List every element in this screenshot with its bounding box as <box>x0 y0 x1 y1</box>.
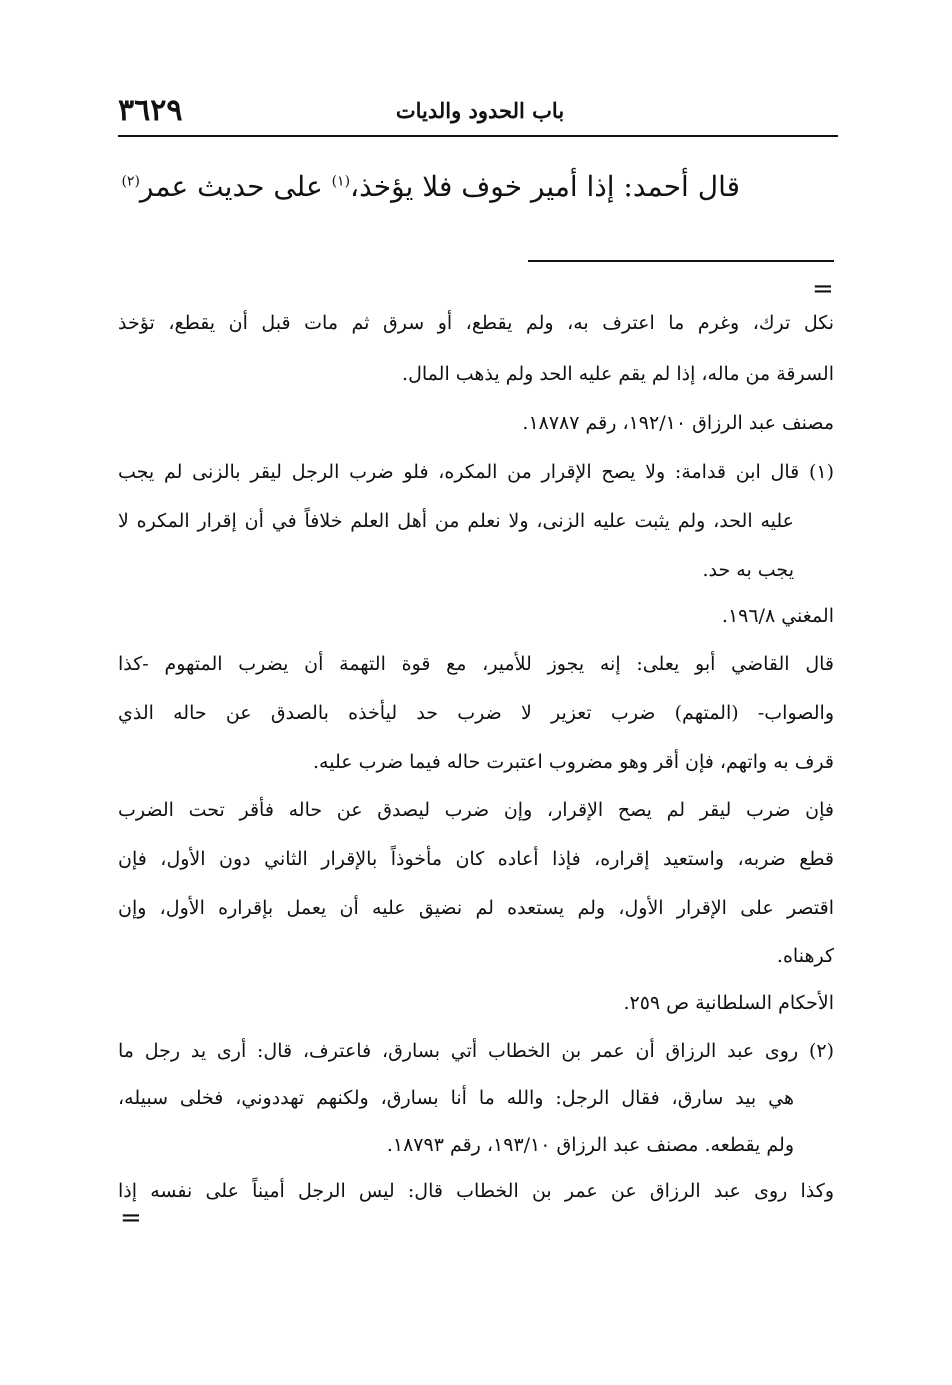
footnote-2-line: ولم يقطعه. مصنف عبد الرزاق ١٩٣/١٠، رقم ١٨٧٩٣. <box>386 1134 794 1156</box>
footnote-line: والصواب- (المتهم) ضرب تعزير لا ضرب حد ليأخذه بالصدق عن حاله الذي <box>118 702 834 724</box>
footnote-line: قرف به واتهم، فإن أقر وهو مضروب اعتبرت حاله فيما ضرب عليه. <box>313 751 834 773</box>
footnote-line: اقتصر على الإقرار الأول، ولم يستعده لم نضيق عليه أن يعمل بإقراره الأول، وإن <box>118 897 834 919</box>
footnote-line: مصنف عبد الرزاق ١٩٢/١٠، رقم ١٨٧٨٧. <box>522 412 834 434</box>
chapter-title: باب الحدود والديات <box>395 98 565 123</box>
footnote-ref-1[interactable]: (١) <box>331 173 351 190</box>
continuation-mark-top: = <box>812 274 834 304</box>
footnote-ref-2[interactable]: (٢) <box>121 173 140 190</box>
footnote-line: المغني ١٩٦/٨. <box>721 605 834 627</box>
main-text-continued: على حديث عمر <box>139 170 332 203</box>
footnote-line: فإن ضرب ليقر لم يصح الإقرار، وإن ضرب ليصدق عن حاله فأقر تحت الضرب <box>118 799 834 821</box>
footnote-1-line: (١) قال ابن قدامة: ولا يصح الإقرار من المكره، فلو ضرب الرجل ليقر بالزنى لم يجب <box>118 461 834 483</box>
footnote-1-line: عليه الحد، ولم يثبت عليه الزنى، ولا نعلم من أهل العلم خلافاً في أن إقرار المكره لا <box>118 510 794 532</box>
footnote-line: وكذا روى عبد الرزاق عن عمر بن الخطاب قال: ليس الرجل أميناً على نفسه إذا <box>118 1180 834 1202</box>
footnote-line: السرقة من ماله، إذا لم يقم عليه الحد ولم يذهب المال. <box>402 363 834 385</box>
footnote-separator <box>528 260 834 262</box>
footnote-line: كرهناه. <box>776 945 834 967</box>
continuation-mark-bottom: = <box>120 1203 142 1233</box>
footnote-line: قال القاضي أبو يعلى: إنه يجوز للأمير، مع قوة التهمة أن يضرب المتهوم -كذا <box>118 653 834 675</box>
footnote-line: نكل ترك، وغرم ما اعترف به، ولم يقطع، أو سرق ثم مات قبل أن يقطع، تؤخذ <box>118 312 834 334</box>
page-number: ٣٦٢٩ <box>118 93 183 128</box>
footnote-line: قطع ضربه، واستعيد إقراره، فإذا أعاده كان مأخوذاً بالإقرار الثاني دون الأول، فإن <box>118 848 834 870</box>
main-text: قال أحمد: إذا أمير خوف فلا يؤخذ، <box>350 170 740 203</box>
footnote-2-line: (٢) روى عبد الرزاق أن عمر بن الخطاب أتي بسارق، فاعترف، قال: أرى يد رجل ما <box>118 1040 834 1062</box>
footnote-2-line: هي بيد سارق، فقال الرجل: والله ما أنا بسارق، ولكنهم تهددوني، فخلى سبيله، <box>118 1087 794 1109</box>
footnote-line: الأحكام السلطانية ص ٢٥٩. <box>623 992 834 1014</box>
main-text-line <box>110 170 740 203</box>
header-rule <box>118 135 838 137</box>
footnote-1-line: يجب به حد. <box>702 559 794 581</box>
